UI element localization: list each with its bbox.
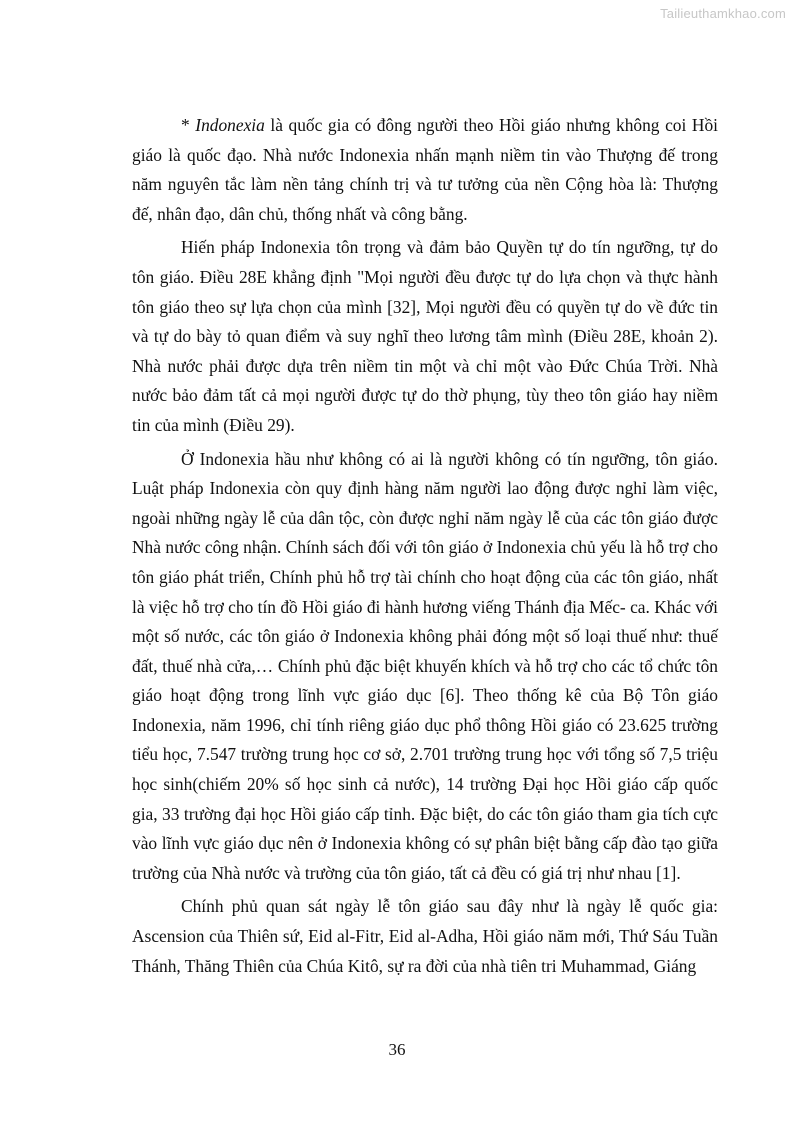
italic-country-name: Indonexia	[195, 115, 265, 135]
paragraph-4: Chính phủ quan sát ngày lễ tôn giáo sau đây như là ngày lễ quốc gia: Ascension của Thiên sứ, Eid al-Fitr, Eid al-Adha, Hồi giáo năm mới, Thứ Sáu Tuần Thánh, Thăng Thiên của Chúa Kitô, sự ra đời của nhà tiên tri Muhammad, Giáng	[132, 896, 718, 976]
bullet-marker: *	[181, 115, 196, 135]
watermark: Tailieuthamkhao.com	[660, 6, 786, 21]
paragraph-1-text: là quốc gia có đông người theo Hồi giáo nhưng không coi Hồi giáo là quốc đạo. Nhà nước Indonexia nhấn mạnh niềm tin vào Thượng đế trong năm nguyên tắc làm nền tảng chính trị và tư tưởng của nền Cộng hòa là: Thượng đế, nhân đạo, dân chủ, thống nhất và công bằng.	[132, 115, 718, 224]
paragraph-2: Hiến pháp Indonexia tôn trọng và đảm bảo Quyền tự do tín ngưỡng, tự do tôn giáo. Điều 28E khẳng định "Mọi người đều được tự do lựa chọn và thực hành tôn giáo theo sự lựa chọn của mình [32], Mọi người đều có quyền tự do về đức tin và tự do bày tỏ quan điểm và suy nghĩ theo lương tâm mình (Điều 28E, khoản 2). Nhà nước phải được dựa trên niềm tin một và chỉ một vào Đức Chúa Trời. Nhà nước bảo đảm tất cả mọi người được tự do thờ phụng, tùy theo tôn giáo hay niềm tin của mình (Điều 29).	[132, 237, 718, 435]
page-number: 36	[388, 1040, 406, 1059]
paragraph-1	[132, 111, 718, 229]
document-body	[132, 111, 718, 985]
paragraph-3: Ở Indonexia hầu như không có ai là người không có tín ngưỡng, tôn giáo. Luật pháp Indonexia còn quy định hàng năm người lao động được nghỉ làm việc, ngoài những ngày lễ của dân tộc, còn được nghỉ năm ngày lễ của các tôn giáo được Nhà nước công nhận. Chính sách đối với tôn giáo ở Indonexia chủ yếu là hỗ trợ cho tôn giáo phát triển, Chính phủ hỗ trợ tài chính cho hoạt động của các tôn giáo, nhất là việc hỗ trợ cho tín đồ Hồi giáo đi hành hương viếng Thánh địa Mếc- ca. Khác với một số nước, các tôn giáo ở Indonexia không phải đóng một số loại thuế như: thuế đất, thuế nhà cửa,… Chính phủ đặc biệt khuyến khích và hỗ trợ cho các tổ chức tôn giáo hoạt động trong lĩnh vực giáo dục [6]. Theo thống kê của Bộ Tôn giáo Indonexia, năm 1996, chỉ tính riêng giáo dục phổ thông Hồi giáo có 23.625 trường tiểu học, 7.547 trường trung học cơ sở, 2.701 trường trung học với tổng số 7,5 triệu học sinh(chiếm 20% số học sinh cả nước), 14 trường Đại học Hồi giáo cấp quốc gia, 33 trường đại học Hồi giáo cấp tỉnh. Đặc biệt, do các tôn giáo tham gia tích cực vào lĩnh vực giáo dục nên ở Indonexia không có sự phân biệt bằng cấp đào tạo giữa trường của Nhà nước và trường của tôn giáo, tất cả đều có giá trị như nhau [1].	[132, 448, 718, 883]
